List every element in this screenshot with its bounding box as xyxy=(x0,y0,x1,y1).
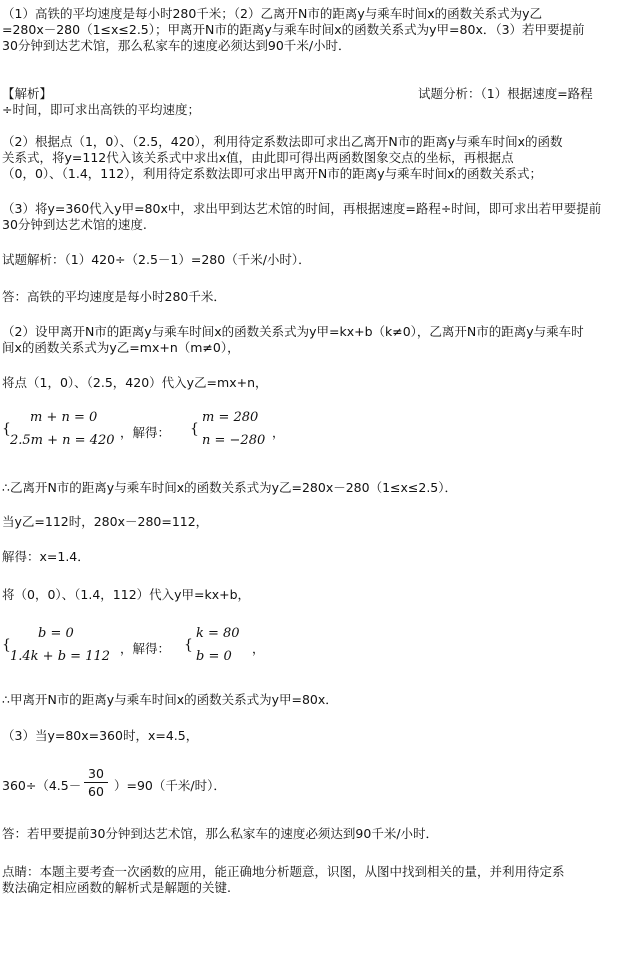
substitute-line-1: 将点（1，0）、（2.5，420）代入y乙=mx+n， xyxy=(2,375,268,390)
system-1-eq-2: 2.5m + n = 420 xyxy=(10,433,115,448)
fraction-numerator: 30 xyxy=(88,766,104,781)
answer-line-2: =280x－280（1≤x≤2.5）；甲离开N市的距离y与乘车时间x的函数关系式为y甲=80x．（3）若甲要提前 xyxy=(2,22,585,37)
brace-symbol: { xyxy=(184,637,193,653)
comma: ， xyxy=(252,641,265,656)
analysis-label: 【解析】 xyxy=(2,86,53,101)
commentary-line-2: 数法确定相应函数的解析式是解题的关键. xyxy=(2,880,231,895)
system-2-eq-1: b = 0 xyxy=(38,626,74,641)
substitute-line-2: 将（0，0）、（1.4，112）代入y甲=kx+b， xyxy=(2,587,251,602)
solve-x: 解得：x=1.4． xyxy=(2,549,90,564)
analysis-intro-cont: ÷时间，即可求出高铁的平均速度； xyxy=(2,102,200,117)
when-line: 当y乙=112时，280x－280=112， xyxy=(2,514,209,529)
analysis-p2-line-1: （2）根据点（1，0）、（2.5，420），利用待定系数法即可求出乙离开N市的距离y与乘车时间x的函数 xyxy=(2,134,563,149)
answer-line-3: 30分钟到达艺术馆，那么私家车的速度必须达到90千米/小时． xyxy=(2,38,351,53)
answer-part-3: 答：若甲要提前30分钟到达艺术馆，那么私家车的速度必须达到90千米/小时． xyxy=(2,826,439,841)
system-2-result-1: k = 80 xyxy=(196,626,240,641)
system-1-eq-1: m + n = 0 xyxy=(30,410,98,425)
conclusion-2: ∴甲离开N市的距离y与乘车时间x的函数关系式为y甲=80x． xyxy=(2,692,338,707)
analysis-p3-line-1: （3）将y=360代入y甲=80x中，求出甲到达艺术馆的时间，再根据速度=路程÷时间，即可求出若甲要提前 xyxy=(2,201,602,216)
calc-prefix: 360÷（4.5－ xyxy=(2,778,82,793)
analysis-p3-line-2: 30分钟到达艺术馆的速度. xyxy=(2,217,147,232)
system-2-result-2: b = 0 xyxy=(196,649,232,664)
answer-line-1: （1）高铁的平均速度是每小时280千米；（2）乙离开N市的距离y与乘车时间x的函数关系式为y乙 xyxy=(2,6,543,21)
step-3: （3）当y=80x=360时，x=4.5， xyxy=(2,728,199,743)
brace-symbol: { xyxy=(190,421,199,437)
solve-label: ，解得： xyxy=(120,641,171,656)
analysis-intro: 试题分析：（1）根据速度=路程 xyxy=(418,86,593,101)
brace-symbol: { xyxy=(2,637,11,653)
fraction-denominator: 60 xyxy=(88,784,104,799)
commentary-line-1: 点睛：本题主要考查一次函数的应用，能正确地分析题意，识图，从图中找到相关的量，并利用待定系 xyxy=(2,864,565,879)
solve-label: ，解得： xyxy=(120,425,171,440)
analysis-p2-line-2: 关系式，将y=112代入该关系式中求出x值，由此即可得出两函数图象交点的坐标，再根据点 xyxy=(2,150,514,165)
fraction xyxy=(84,766,108,799)
analysis-p2-line-3: （0，0）、（1.4，112），利用待定系数法即可求出甲离开N市的距离y与乘车时间x的函数关系式； xyxy=(2,166,543,181)
conclusion-1: ∴乙离开N市的距离y与乘车时间x的函数关系式为y乙=280x－280（1≤x≤2.5）． xyxy=(2,480,458,495)
calc-suffix: ）=90（千米/时）． xyxy=(114,778,226,793)
fraction-bar xyxy=(84,782,108,783)
solution-step-1: 试题解析：（1）420÷（2.5－1）=280（千米/小时）． xyxy=(2,252,311,267)
solution-step-2-line-1: （2）设甲离开N市的距离y与乘车时间x的函数关系式为y甲=kx+b（k≠0），乙离开N市的距离y与乘车时 xyxy=(2,324,584,339)
system-2-eq-2: 1.4k + b = 112 xyxy=(10,649,111,664)
comma: ， xyxy=(272,425,285,440)
system-1-result-2: n = −280 xyxy=(202,433,266,448)
solution-step-2-line-2: 间x的函数关系式为y乙=mx+n（m≠0）， xyxy=(2,340,240,355)
system-1-result-1: m = 280 xyxy=(202,410,259,425)
brace-symbol: { xyxy=(2,421,11,437)
answer-part-1: 答：高铁的平均速度是每小时280千米． xyxy=(2,289,226,304)
